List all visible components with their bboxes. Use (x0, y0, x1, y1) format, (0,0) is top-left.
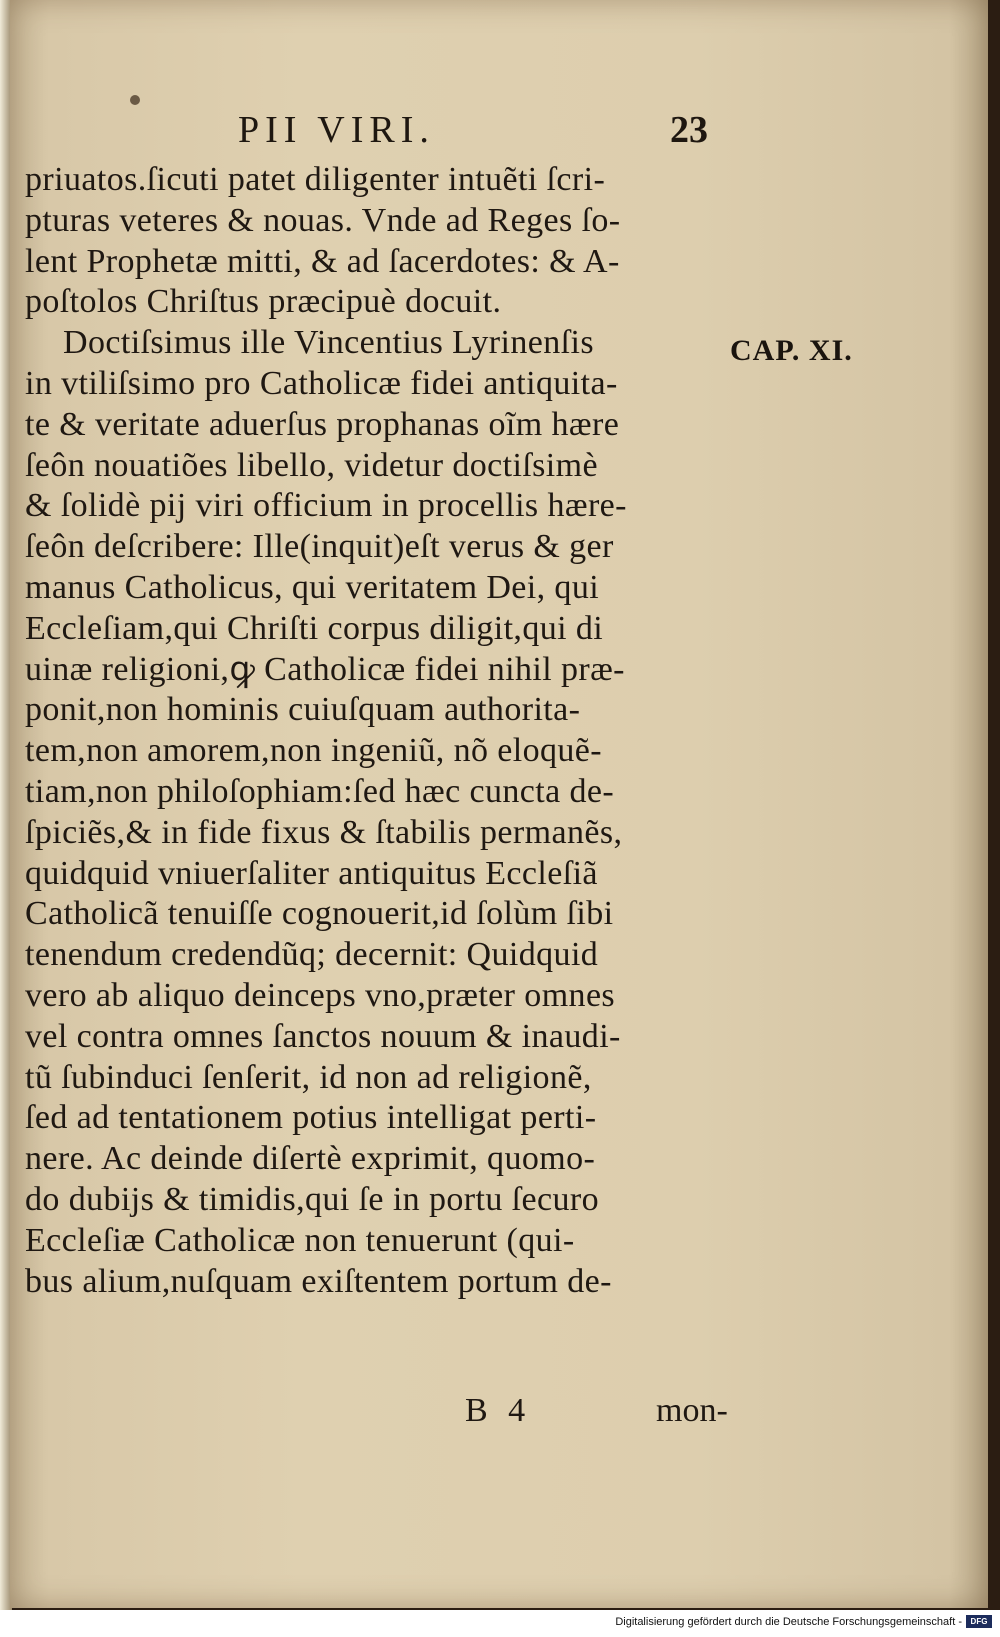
text-line: priuatos.ſicuti patet diligenter intuẽti ſcri- (25, 161, 606, 198)
ink-spot (130, 95, 140, 105)
text-line: vel contra omnes ſanctos nouum & inaudi- (25, 1017, 621, 1055)
catchword: mon- (656, 1392, 728, 1429)
text-line: poſtolos Chriſtus præcipuè docuit. (25, 283, 502, 321)
chapter-marginal-note: CAP. XI. (730, 334, 853, 367)
text-line: quidquid vniuerſaliter antiquitus Eccleſiã (25, 854, 598, 892)
text-line: ponit,non hominis cuiuſquam authorita- (25, 691, 581, 729)
credit-bar (0, 1610, 1000, 1637)
dfg-logo-icon: DFG (966, 1615, 992, 1628)
text-line: te & veritate aduerſus prophanas oĩm hære (25, 405, 620, 443)
text-line: bus alium,nuſquam exiſtentem portum de- (25, 1262, 612, 1300)
text-line: nere. Ac deinde diſertè exprimit, quomo- (25, 1140, 596, 1178)
page-header (10, 108, 988, 158)
text-line: Eccleſiam,qui Chriſti corpus diligit,qui di (25, 609, 604, 647)
text-line: ſpiciẽs,& in fide fixus & ſtabilis permanẽs, (25, 813, 623, 851)
text-line: do dubijs & timidis,qui ſe in portu ſecuro (25, 1180, 599, 1218)
text-line: ſeôn deſcribere: Ille(inquit)eſt verus & ger (25, 528, 614, 566)
text-line: & ſolidè pij viri officium in procellis hære- (25, 487, 627, 525)
text-line: vero ab aliquo deinceps vno,præter omnes (25, 976, 616, 1014)
text-line: Eccleſiæ Catholicæ non tenuerunt (qui- (25, 1221, 575, 1259)
text-line: lent Prophetæ mitti, & ad ſacerdotes: & A- (25, 242, 620, 280)
text-line: ſeôn nouatiões libello, videtur doctiſsimè (25, 446, 598, 484)
text-line: Doctiſsimus ille Vincentius Lyrinenſis (63, 324, 594, 362)
funding-credit: Digitalisierung gefördert durch die Deutsche Forschungsgemeinschaft - (615, 1616, 962, 1628)
running-head: PII VIRI. (238, 109, 435, 151)
body-text (25, 160, 745, 1302)
signature-mark: B 4 (465, 1392, 532, 1429)
page-number: 23 (670, 109, 708, 151)
text-line: in vtiliſsimo pro Catholicæ fidei antiquita- (25, 364, 618, 402)
text-line: ſed ad tentationem potius intelligat perti- (25, 1099, 597, 1137)
text-line: tiam,non philoſophiam:ſed hæc cuncta de- (25, 772, 615, 810)
text-line: pturas veteres & nouas. Vnde ad Reges ſo- (25, 201, 621, 239)
text-line: tem,non amorem,non ingeniũ, nõ eloquẽ- (25, 732, 603, 770)
page-footer (10, 1392, 988, 1442)
book-page (10, 0, 988, 1608)
text-line: uinæ religioni,ꝙ Catholicæ fidei nihil præ- (25, 650, 625, 688)
text-line: tenendum credendũq; decernit: Quidquid (25, 936, 599, 974)
text-line: Catholicã tenuiſſe cognouerit,id ſolùm ſibi (25, 895, 614, 933)
text-line: tũ ſubinduci ſenſerit, id non ad religionẽ, (25, 1058, 592, 1096)
text-line: manus Catholicus, qui veritatem Dei, qui (25, 568, 600, 606)
